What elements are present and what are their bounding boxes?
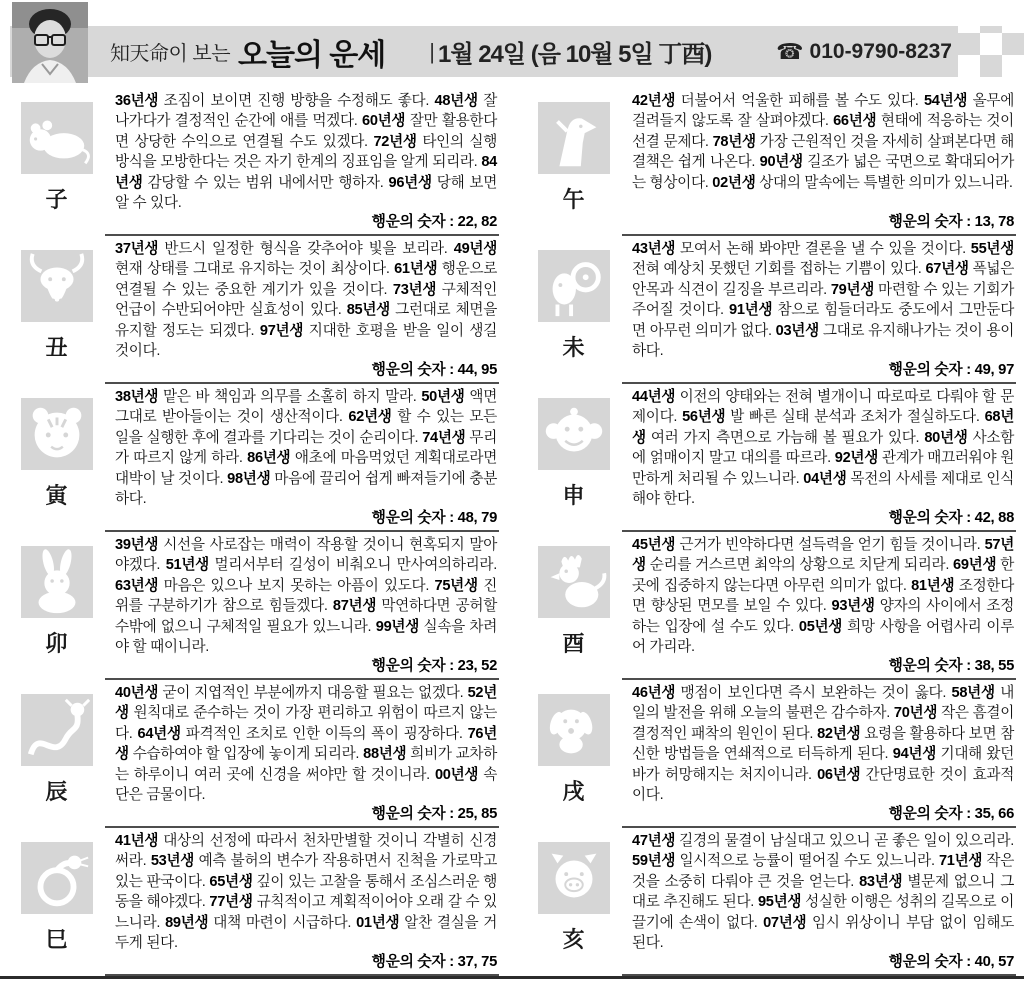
zodiac-ox-icon [21,250,93,322]
zodiac-snake-icon [21,842,93,914]
birth-year: 66년생 [833,113,877,130]
birth-year: 38년생 [115,389,159,405]
left-column [8,88,499,976]
zodiac-sheep-icon [538,250,610,322]
birth-year: 88년생 [363,746,407,763]
zodiac-icon-column [525,680,622,828]
birth-year: 54년생 [923,93,968,109]
branch-character: 亥 [562,927,585,952]
birth-year: 75년생 [434,577,478,594]
birth-year: 79년생 [830,281,875,298]
birth-year: 82년생 [817,725,861,742]
lucky-numbers: 행운의 숫자 : 49, 97 [881,358,1014,379]
zodiac-icon-column [8,88,105,236]
fortune-text-block [622,828,1016,976]
birth-year: 78년생 [712,133,756,150]
fortune-text: 37년생 반드시 일정한 형식을 갖추어야 빛을 보리라. 49년생 현재 상태를 그대로 유지하는 것이 최상이다. 61년생 행운으로 연결될 수 있는 중요한 계기가 있을 것이다. 73년생 구체적인 언급이 수반되어야만 실효성이 있다. 85년생 그런대로 체면을 유지할 정도는 되겠다. 97년생 지대한 호평을 받을 일이 생길 것이다. [115,241,497,360]
birth-year: 44년생 [632,389,676,405]
birth-year: 58년생 [951,685,995,701]
zodiac-section-ox [8,236,499,384]
birth-year: 06년생 [817,766,861,783]
fortune-text-block [622,236,1016,384]
birth-year: 90년생 [759,154,803,171]
birth-year: 99년생 [375,618,420,635]
birth-year: 80년생 [924,429,968,446]
birth-year: 92년생 [834,450,879,467]
lucky-numbers: 행운의 숫자 : 48, 79 [364,506,497,527]
birth-year: 61년생 [394,261,438,278]
birth-year: 64년생 [137,725,181,742]
branch-character: 未 [562,335,585,360]
zodiac-section-snake [8,828,499,976]
fortune-text: 47년생 길경의 물결이 남실대고 있으니 곧 좋은 일이 있으리라. 59년생 일시적으로 능률이 떨어질 수도 있느니라. 71년생 작은 것을 소중히 다뤄야 큰 것을 얻는다. 83년생 별문제 없으니 그대로 추진해도 된다. 95년생 성실한 이행은 성취의 길목으로 이끌기에 손색이 없다. 07년생 임시 위상이니 부담 없이 임해도 된다. [632,833,1014,952]
birth-year: 98년생 [227,470,271,487]
birth-year: 76년생 [115,725,497,763]
zodiac-dragon-icon [21,694,93,766]
fortune-text-block [622,680,1016,828]
fortune-text-block [105,532,499,680]
fortune-text: 38년생 맡은 바 책임과 의무를 소홀히 하지 말라. 50년생 액면 그대로 받아들이는 것이 생산적이다. 62년생 할 수 있는 모든 일을 실행한 후에 결과를 기다리는 것이 순리이다. 74년생 무리가 따르지 않게 하라. 86년생 애초에 마음먹었던 계획대로라면 대박이 날 것이다. 98년생 마음에 끌리어 쉽게 빠져들기에 충분하다. [115,389,498,508]
zodiac-icon-column [525,88,622,236]
lucky-numbers: 행운의 숫자 : 44, 95 [364,358,497,379]
checker-decoration [958,10,1024,78]
fortune-text-block [105,680,499,828]
fortune-text: 36년생 조짐이 보이면 진행 방향을 수정해도 좋다. 48년생 잘 나가다가 결정적인 순간에 애를 먹겠다. 60년생 잘만 활용한다면 상당한 수익으로 연결될 수도 있겠다. 72년생 타인의 실행 방식을 모방한다는 것은 자기 한계의 징표임을 알게 되리라. 84년생 감당할 수 있는 범위 내에서만 행하자. 96년생 당해 보면 알 수 있다. [115,93,498,212]
birth-year: 43년생 [632,241,676,257]
header-date [429,34,711,69]
birth-year: 95년생 [757,894,802,911]
birth-year: 03년생 [775,322,819,339]
branch-character: 申 [562,483,585,508]
zodiac-rat-icon [21,102,93,174]
zodiac-tiger-icon [21,398,93,470]
birth-year: 72년생 [373,133,417,150]
right-column [525,88,1016,976]
birth-year: 83년생 [859,873,903,890]
zodiac-icon-column [8,828,105,976]
branch-character: 寅 [45,483,68,508]
birth-year: 51년생 [165,557,209,574]
zodiac-icon-column [525,532,622,680]
zodiac-icon-column [525,236,622,384]
birth-year: 02년생 [712,174,756,191]
birth-year: 93년생 [831,598,875,615]
zodiac-icon-column [8,236,105,384]
lucky-numbers: 행운의 숫자 : 42, 88 [881,506,1014,527]
zodiac-icon-column [8,680,105,828]
birth-year: 84년생 [115,154,497,191]
birth-year: 86년생 [247,450,291,467]
lucky-numbers: 행운의 숫자 : 40, 57 [881,950,1014,971]
lucky-numbers: 행운의 숫자 : 23, 52 [364,654,497,675]
birth-year: 04년생 [803,470,847,487]
fortune-text: 40년생 굳이 지엽적인 부분에까지 대응할 필요는 없겠다. 52년생 원칙대로 준수하는 것이 가장 편리하고 위험이 따르지 않는다. 64년생 파격적인 조치로 인한 이득의 폭이 굉장하다. 76년생 수습하여야 할 입장에 놓이게 되리라. 88년생 희비가 교차하는 하루이니 여러 곳에 신경을 써야만 할 것이니라. 00년생 속단은 금물이다. [115,685,498,804]
fortune-text: 44년생 이전의 양태와는 전혀 별개이니 따로따로 다뤄야 할 문제이다. 56년생 발 빠른 실태 분석과 조처가 절실하도다. 68년생 여러 가지 측면으로 가늠해 볼 필요가 있다. 80년생 사소함에 얽매이지 말고 대의를 따르라. 92년생 관계가 매끄러워야 원만하게 처리될 수 있느니라. 04년생 목전의 사세를 제대로 인식해야 한다. [632,389,1014,508]
birth-year: 63년생 [115,577,159,594]
header [0,0,1024,86]
zodiac-rooster-icon [538,546,610,618]
zodiac-section-rooster [525,532,1016,680]
birth-year: 81년생 [911,577,955,594]
branch-character: 戌 [562,779,585,804]
fortune-columns [0,86,1024,976]
fortune-text: 42년생 더불어서 억울한 피해를 볼 수도 있다. 54년생 올무에 걸려들지 않도록 잘 살펴야겠다. 66년생 현태에 적응하는 것이 선결 문제다. 78년생 가장 근원적인 것을 자세히 살펴본다면 해결책은 쉽게 나온다. 90년생 길조가 넓은 국면으로 확대되어가는 형상이다. 02년생 상대의 말속에는 특별한 의미가 있느니라. [632,93,1015,191]
fortune-text: 43년생 모여서 논해 봐야만 결론을 낼 수 있을 것이다. 55년생 전혀 예상치 못했던 기회를 접하는 기쁨이 있다. 67년생 폭넓은 안목과 식견이 길징을 부르리라. 79년생 마련할 수 있는 기회가 주어질 것이다. 91년생 참으로 힘들더라도 중도에서 그만둔다면 아무런 의미가 없다. 03년생 그대로 유지해나가는 것이 용이하다. [632,241,1015,360]
bottom-rule [0,976,1024,979]
phone-icon: ☎ [776,38,804,64]
branch-character: 午 [562,187,585,212]
lucky-numbers: 행운의 숫자 : 22, 82 [364,210,497,231]
birth-year: 46년생 [632,685,676,701]
branch-character: 巳 [45,927,68,952]
birth-year: 77년생 [209,894,253,911]
fortune-text-block [105,236,499,384]
lucky-numbers: 행운의 숫자 : 35, 66 [881,802,1014,823]
page-title: 오늘의 운세 [238,38,386,72]
birth-year: 71년생 [938,853,983,870]
birth-year: 48년생 [434,93,478,109]
birth-year: 69년생 [953,557,997,574]
birth-year: 68년생 [632,409,1014,446]
birth-year: 40년생 [115,685,159,701]
birth-year: 65년생 [209,873,253,890]
birth-year: 42년생 [632,93,676,109]
zodiac-rabbit-icon [21,546,93,618]
zodiac-dog-icon [538,694,610,766]
zodiac-section-rat [8,88,499,236]
zodiac-horse-icon [538,102,610,174]
header-prefix: 知天命이 보는 [110,43,231,65]
birth-year: 00년생 [434,766,479,783]
birth-year: 53년생 [150,853,195,870]
birth-year: 60년생 [362,113,406,130]
birth-year: 52년생 [115,685,497,722]
zodiac-section-dragon [8,680,499,828]
birth-year: 05년생 [798,618,843,635]
zodiac-icon-column [8,384,105,532]
zodiac-section-pig [525,828,1016,976]
fortune-text: 46년생 맹점이 보인다면 즉시 보완하는 것이 옳다. 58년생 내일의 발전을 위해 오늘의 불편은 감수하자. 70년생 작은 흠결이 결정적인 패착의 원인이 된다. 82년생 요령을 활용하다 보면 참신한 방법들을 연쇄적으로 터득하게 된다. 94년생 기대해 왔던 바가 허망해지는 처지이니라. 06년생 간단명료한 것이 효과적이다. [632,685,1015,804]
fortune-text-block [622,384,1016,532]
birth-year: 87년생 [332,598,377,615]
phone-number [776,39,952,65]
birth-year: 56년생 [682,409,726,426]
zodiac-icon-column [525,828,622,976]
birth-year: 01년생 [356,914,400,931]
date-text: 1월 24일 (음 10월 5일 丁酉) [438,41,712,68]
author-photo [12,2,88,83]
birth-year: 55년생 [970,241,1014,257]
fortune-text-block [622,88,1016,236]
birth-year: 89년생 [165,914,209,931]
fortune-text-block [622,532,1016,680]
zodiac-icon-column [8,532,105,680]
zodiac-pig-icon [538,842,610,914]
birth-year: 85년생 [346,302,390,319]
birth-year: 67년생 [925,261,969,278]
birth-year: 91년생 [729,302,773,319]
fortune-text-block [105,384,499,532]
zodiac-section-monkey [525,384,1016,532]
header-bar [10,26,1024,77]
birth-year: 07년생 [763,914,807,931]
birth-year: 41년생 [115,833,159,849]
birth-year: 45년생 [632,537,676,553]
birth-year: 73년생 [392,281,437,298]
zodiac-section-horse [525,88,1016,236]
birth-year: 94년생 [892,746,937,763]
birth-year: 96년생 [388,174,432,191]
birth-year: 47년생 [632,833,676,849]
birth-year: 59년생 [632,853,676,870]
birth-year: 70년생 [893,705,938,722]
birth-year: 37년생 [115,241,159,257]
branch-character: 辰 [45,779,68,804]
birth-year: 74년생 [422,429,466,446]
phone-text: 010-9790-8237 [809,39,952,63]
birth-year: 39년생 [115,537,159,553]
lucky-numbers: 행운의 숫자 : 13, 78 [881,210,1014,231]
birth-year: 97년생 [259,322,304,339]
birth-year: 50년생 [421,389,465,405]
zodiac-section-tiger [8,384,499,532]
fortune-text: 45년생 근거가 빈약하다면 설득력을 얻기 힘들 것이니라. 57년생 순리를 거스르면 최악의 상황으로 치닫게 되리라. 69년생 한 곳에 집중하지 않는다면 아무런 의미가 없다. 81년생 조정한다면 향상된 면모를 보일 수 있다. 93년생 양자의 사이에서 조정하는 입장에 설 수도 있다. 05년생 희망 사항을 어렵사리 이루어 가리라. [632,537,1014,656]
lucky-numbers: 행운의 숫자 : 25, 85 [364,802,497,823]
fortune-text: 41년생 대상의 선정에 따라서 천차만별할 것이니 각별히 신경 써라. 53년생 예측 불허의 변수가 작용하면서 진척을 가로막고 있는 판국이다. 65년생 깊이 있는 고찰을 통해서 조심스러운 행동을 해야겠다. 77년생 규칙적이고 계획적이어야 오래 갈 수 있느니라. 89년생 대책 마련이 시급하다. 01년생 알찬 결실을 거두게 된다. [115,833,497,952]
zodiac-section-sheep [525,236,1016,384]
fortune-text: 39년생 시선을 사로잡는 매력이 작용할 것이니 현혹되지 말아야겠다. 51년생 멀리서부터 길성이 비춰오니 만사여의하리라. 63년생 마음은 있으나 보지 못하는 아픔이 있도다. 75년생 진위를 구분하기가 참으로 힘들겠다. 87년생 막연하다면 공허할 수밖에 없으니 구체적일 필요가 있느니라. 99년생 실속을 차려야 할 때이니라. [115,537,498,656]
fortune-text-block [105,88,499,236]
branch-character: 丑 [45,335,68,360]
zodiac-section-dog [525,680,1016,828]
date-separator: | [429,38,434,64]
birth-year: 49년생 [453,241,497,257]
zodiac-icon-column [525,384,622,532]
lucky-numbers: 행운의 숫자 : 37, 75 [364,950,497,971]
branch-character: 卯 [45,631,68,656]
lucky-numbers: 행운의 숫자 : 38, 55 [881,654,1014,675]
zodiac-section-rabbit [8,532,499,680]
birth-year: 57년생 [632,537,1014,574]
zodiac-monkey-icon [538,398,610,470]
fortune-text-block [105,828,499,976]
birth-year: 62년생 [348,409,392,426]
author-portrait-placeholder [12,2,88,83]
branch-character: 子 [45,187,68,212]
birth-year: 36년생 [115,93,159,109]
branch-character: 酉 [562,631,585,656]
